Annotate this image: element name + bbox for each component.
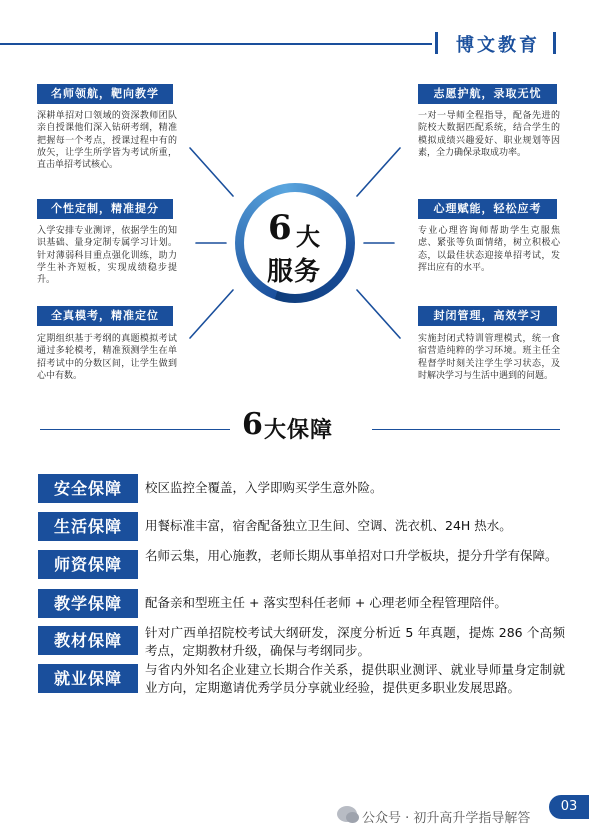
guarantee-label-materials: 教材保障: [38, 626, 138, 655]
service-desc-5: 专业心理咨询师帮助学生克服焦虑、紧张等负面情绪，树立积极心态，以最佳状态迎接单招考试，发挥出应有的水平。: [418, 226, 560, 273]
guarantee-text-life: 用餐标准丰富，宿舍配备独立卫生间、空调、洗衣机、24H 热水。: [145, 518, 512, 533]
service-title-1: 名师领航，靶向教学: [37, 84, 173, 104]
guarantee-text-safety: 校区监控全覆盖，入学即购买学生意外险。: [145, 480, 383, 495]
guarantee-heading: 大保障: [264, 418, 334, 443]
service-desc-1: 深耕单招对口领域的资深教师团队亲自授课他们深入钻研考纲，精准把握每一个考点，授课过程中有的放矢，让学生所学皆为考试所重，直击单招考试核心。: [37, 111, 177, 171]
guarantee-label-teachers: 师资保障: [38, 550, 138, 579]
guarantee-arrow: [130, 482, 138, 494]
guarantee-arrow: [130, 520, 138, 532]
guarantee-text-employment: 与省内外知名企业建立长期合作关系，提供职业测评、就业导师量身定制就业方向，定期邀请优秀学员分享就业经验，提供更多职业发展思路。: [145, 662, 565, 695]
guarantee-label-teaching: 教学保障: [38, 589, 138, 618]
wechat-icon: [337, 806, 357, 822]
service-title-6: 封闭管理，高效学习: [418, 306, 557, 326]
header-rule: [0, 43, 432, 45]
guarantee-arrow: [130, 672, 138, 684]
guarantee-label-safety: 安全保障: [38, 474, 138, 503]
guarantee-arrow: [130, 558, 138, 570]
service-title-4: 志愿护航，录取无忧: [418, 84, 557, 104]
guarantee-arrow: [130, 634, 138, 646]
guarantee-number: 6: [242, 407, 263, 442]
ray-top-left: [190, 148, 233, 196]
guarantee-rule-left: [40, 429, 230, 430]
service-title-3: 全真模考，精准定位: [37, 306, 173, 326]
ray-bottom-left: [190, 290, 233, 338]
guarantee-label-employment: 就业保障: [38, 664, 138, 693]
service-desc-2: 入学安排专业测评，依据学生的知识基础、量身定制专属学习计划。针对薄弱科目重点强化训练，助力学生补齐短板，实现成绩稳步提升。: [37, 226, 177, 286]
wechat-account-text[interactable]: 公众号 · 初升高升学指导解答: [362, 811, 531, 826]
guarantee-text-materials: 针对广西单招院校考试大纲研发，深度分析近 5 年真题，提炼 286 个高频考点，定期教材升级，确保与考纲同步。: [145, 625, 565, 658]
service-desc-6: 实施封闭式特训管理模式，统一食宿营造纯粹的学习环境。班主任全程督学时刻关注学生学习状态，及时解决学习与生活中遇到的问题。: [418, 334, 560, 381]
page-number: 03: [549, 795, 589, 819]
service-title-5: 心理赋能，轻松应考: [418, 199, 557, 219]
service-desc-3: 定期组织基于考纲的真题模拟考试通过多轮模考，精准预测学生在单招考试中的分数区间，让学生做到心中有数。: [37, 334, 177, 381]
service-desc-4: 一对一导师全程指导，配备先进的院校大数据匹配系统，结合学生的模拟成绩兴趣爱好、职业规划等因素，全力确保录取成功率。: [418, 111, 560, 158]
center-fuwu: 服务: [267, 257, 322, 287]
guarantee-rule-right: [372, 429, 560, 430]
service-title-2: 个性定制，精准提分: [37, 199, 173, 219]
guarantee-text-teaching: 配备亲和型班主任 + 落实型科任老师 + 心理老师全程管理陪伴。: [145, 595, 507, 610]
header-bar-right: [553, 32, 556, 54]
brand-title: 博文教育: [456, 35, 540, 56]
ray-top-right: [357, 148, 400, 196]
guarantee-arrow: [130, 597, 138, 609]
center-number: 6: [268, 208, 292, 248]
ray-bottom-right: [357, 290, 400, 338]
guarantee-label-life: 生活保障: [38, 512, 138, 541]
guarantee-text-teachers: 名师云集，用心施教，老师长期从事单招对口升学板块，提分升学有保障。: [145, 548, 558, 563]
header-bar-left: [435, 32, 438, 54]
center-da: 大: [296, 223, 320, 251]
